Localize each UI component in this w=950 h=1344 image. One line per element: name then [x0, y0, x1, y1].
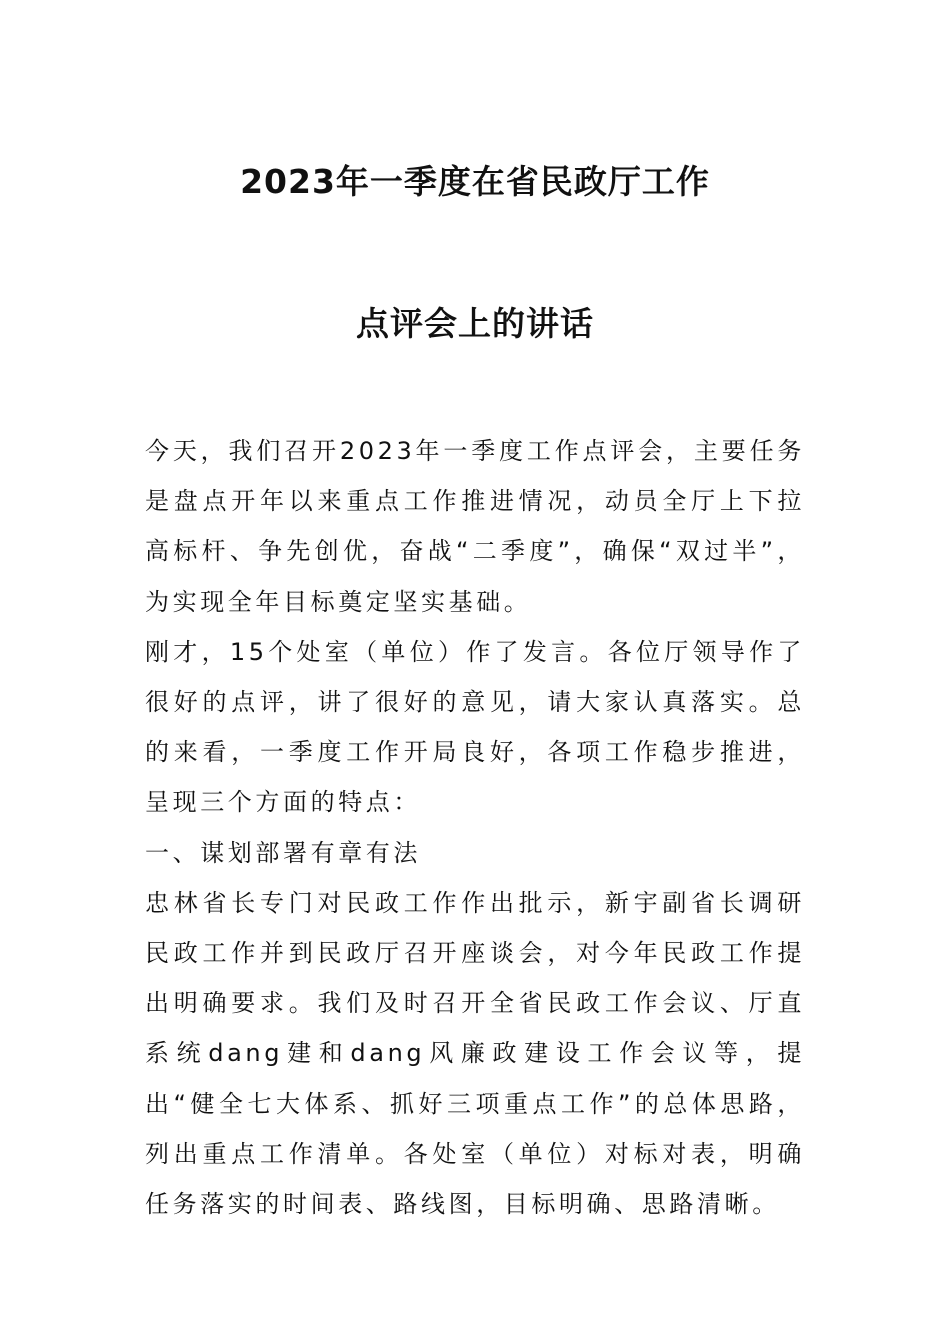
paragraph-summary: 刚才，15个处室（单位）作了发言。各位厅领导作了很好的点评，讲了很好的意见，请大家认真落实。总的来看，一季度工作开局良好，各项工作稳步推进，呈现三个方面的特点：: [145, 637, 805, 817]
paragraph-section-1: 忠林省长专门对民政工作作出批示，新宇副省长调研民政工作并到民政厅召开座谈会，对今年民政工作提出明确要求。我们及时召开全省民政工作会议、厅直系统dang建和dang风廉政建设工作会议等，提出“健全七大体系、抓好三项重点工作”的总体思路，列出重点工作清单。各处室（单位）对标对表，明确任务落实的时间表、路线图，目标明确、思路清晰。: [145, 888, 805, 1219]
document-title-line-1: 2023年一季度在省民政厅工作: [240, 162, 710, 201]
document-body: [145, 426, 805, 1229]
paragraph-intro: 今天，我们召开2023年一季度工作点评会，主要任务是盘点开年以来重点工作推进情况，动员全厅上下拉高标杆、争先创优，奋战“二季度”，确保“双过半”，为实现全年目标奠定坚实基础。: [145, 437, 805, 616]
section-heading-1: 一、谋划部署有章有法: [145, 838, 421, 867]
document-title-line-2: 点评会上的讲话: [356, 304, 594, 343]
